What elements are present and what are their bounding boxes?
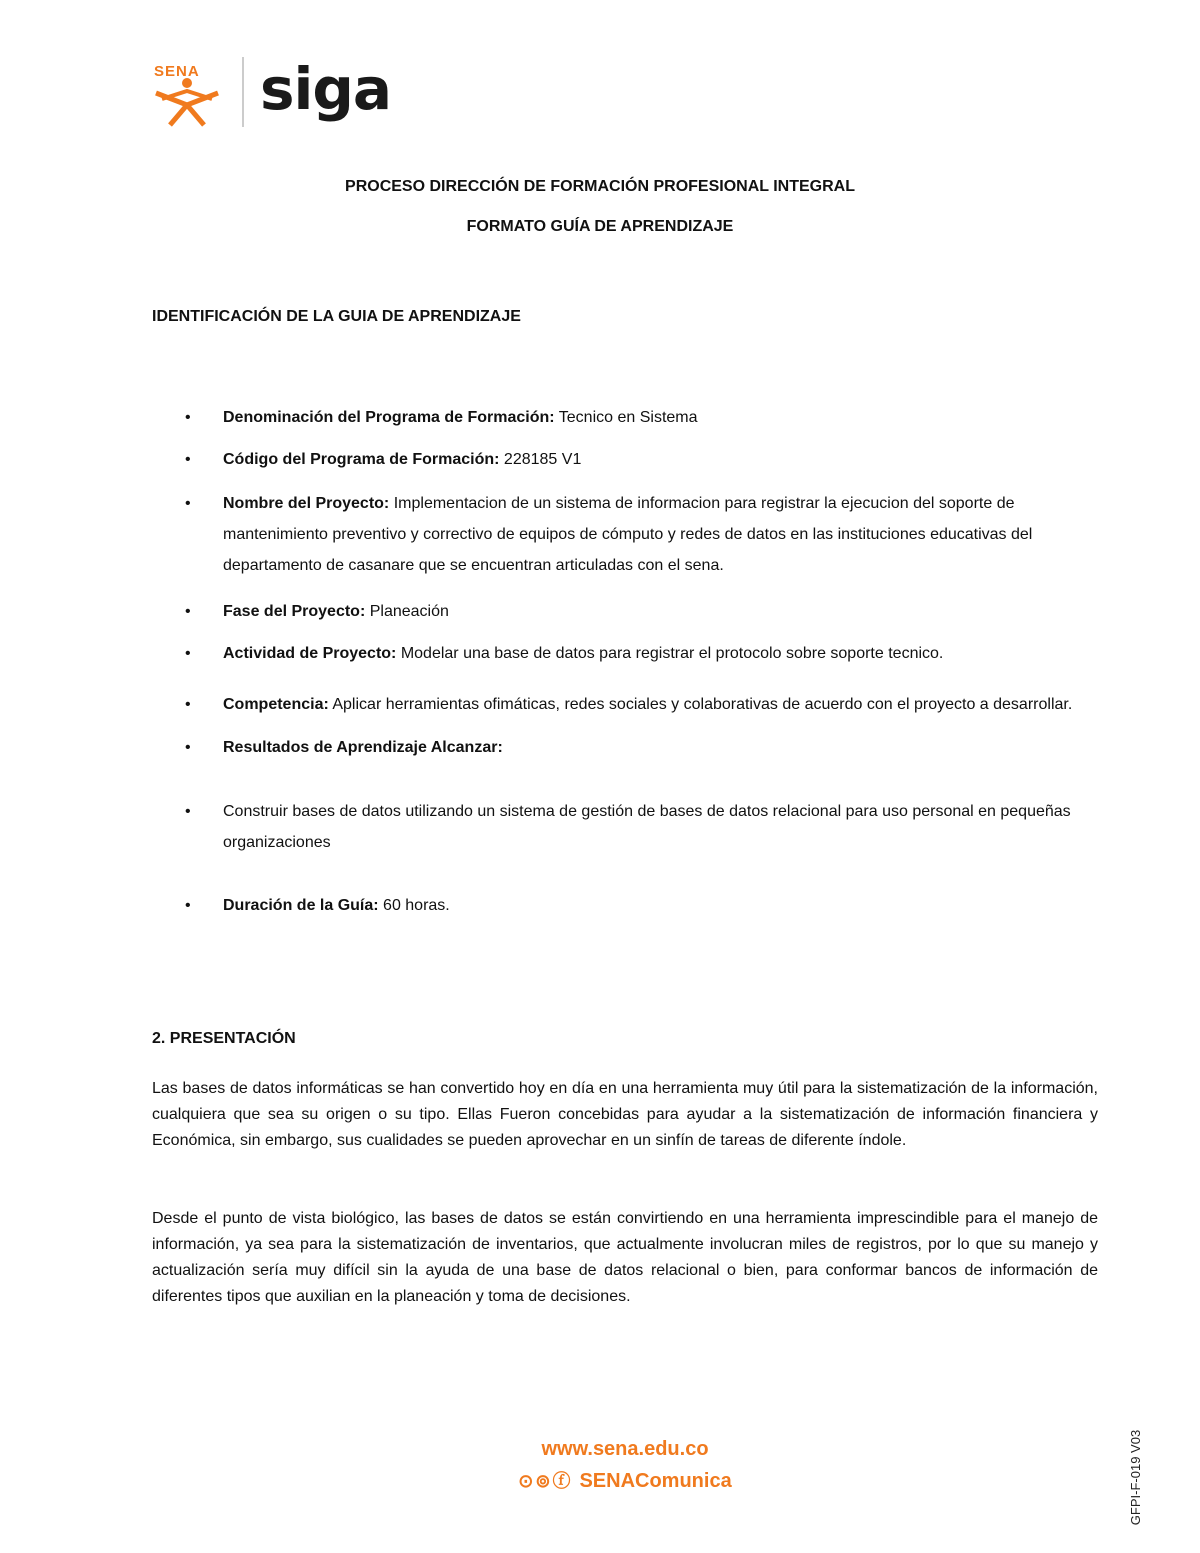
siga-brand-text: siga xyxy=(260,55,392,123)
identification-list xyxy=(152,404,1098,920)
bullet-icon: • xyxy=(185,803,191,820)
identification-heading: IDENTIFICACIÓN DE LA GUIA DE APRENDIZAJE xyxy=(152,308,521,325)
list-item xyxy=(152,796,1098,858)
item-label: Competencia: xyxy=(223,696,329,713)
document-code: GFPI-F-019 V03 xyxy=(1128,1429,1144,1526)
item-label: Código del Programa de Formación: xyxy=(223,451,500,468)
item-value: Aplicar herramientas ofimáticas, redes sociales y colaborativas de acuerdo con el proyecto a desarrollar. xyxy=(328,696,1073,713)
item-label: Nombre del Proyecto: xyxy=(223,495,390,512)
presentation-paragraph-2: Desde el punto de vista biológico, las bases de datos se están convirtiendo en una herramienta imprescindible para el manejo de información, ya sea para la sistematización de inventarios, que actualmente involucran miles de registros, por lo que su manejo y actualización sería muy difícil sin la ayuda de una base de datos relacional o bien, para conformar bancos de información de diferentes tipos que auxilian en la planeación y toma de decisiones. xyxy=(152,1210,1098,1305)
bullet-icon: • xyxy=(185,409,191,426)
list-item xyxy=(152,598,1098,626)
item-label: Duración de la Guía: xyxy=(223,897,379,914)
item-label: Resultados de Aprendizaje Alcanzar: xyxy=(223,739,503,756)
presentation-heading: 2. PRESENTACIÓN xyxy=(152,1030,296,1047)
bullet-icon: • xyxy=(185,696,191,713)
format-title: FORMATO GUÍA DE APRENDIZAJE xyxy=(466,218,734,235)
item-value: Construir bases de datos utilizando un sistema de gestión de bases de datos relacional para uso personal en pequeñas organizaciones xyxy=(223,803,1071,851)
footer-website-link[interactable]: www.sena.edu.co xyxy=(541,1438,709,1460)
item-value: 60 horas. xyxy=(378,897,450,914)
list-item xyxy=(152,404,1098,432)
presentation-paragraph-1: Las bases de datos informáticas se han convertido hoy en día en una herramienta muy útil para la sistematización de la información, cualquiera que sea su origen o su tipo. Ellas Fueron concebidas para ayudar a la sistematización de información financiera y Económica, sin embargo, sus cualidades se pueden aprovechar en un sinfín de tareas de diferente índole. xyxy=(152,1080,1098,1149)
process-title: PROCESO DIRECCIÓN DE FORMACIÓN PROFESIONAL INTEGRAL xyxy=(345,178,855,195)
item-value: Modelar una base de datos para registrar el protocolo sobre soporte tecnico. xyxy=(396,645,944,662)
sena-brand-text: SENA xyxy=(154,63,200,80)
list-item xyxy=(152,640,1098,668)
list-item xyxy=(152,690,1098,720)
bullet-icon: • xyxy=(185,451,191,468)
bullet-icon: • xyxy=(185,495,191,512)
item-value: 228185 V1 xyxy=(499,451,582,468)
logo-divider xyxy=(242,57,244,127)
item-label: Actividad de Proyecto: xyxy=(223,645,397,662)
list-item xyxy=(152,446,1098,474)
header-logo xyxy=(150,55,390,130)
bullet-icon: • xyxy=(185,897,191,914)
bullet-icon: • xyxy=(185,603,191,620)
item-label: Denominación del Programa de Formación: xyxy=(223,409,555,426)
item-value: Implementacion de un sistema de informacion para registrar la ejecucion del soporte de mantenimiento preventivo y correctivo de equipos de cómputo y redes de datos en las instituciones educativas del departamento de casanare que se encuentran articuladas con el sena. xyxy=(223,495,1033,574)
item-label: Fase del Proyecto: xyxy=(223,603,366,620)
footer-social-handle: SENAComunica xyxy=(579,1470,732,1492)
list-item xyxy=(152,488,1098,581)
item-value: Tecnico en Sistema xyxy=(554,409,698,426)
list-item xyxy=(152,892,1098,920)
footer-social xyxy=(0,1467,1200,1493)
social-icons: ⊙⊚ⓕ xyxy=(518,1471,580,1491)
bullet-icon: • xyxy=(185,739,191,756)
list-item xyxy=(152,734,1098,762)
bullet-icon: • xyxy=(185,645,191,662)
item-value: Planeación xyxy=(365,603,449,620)
